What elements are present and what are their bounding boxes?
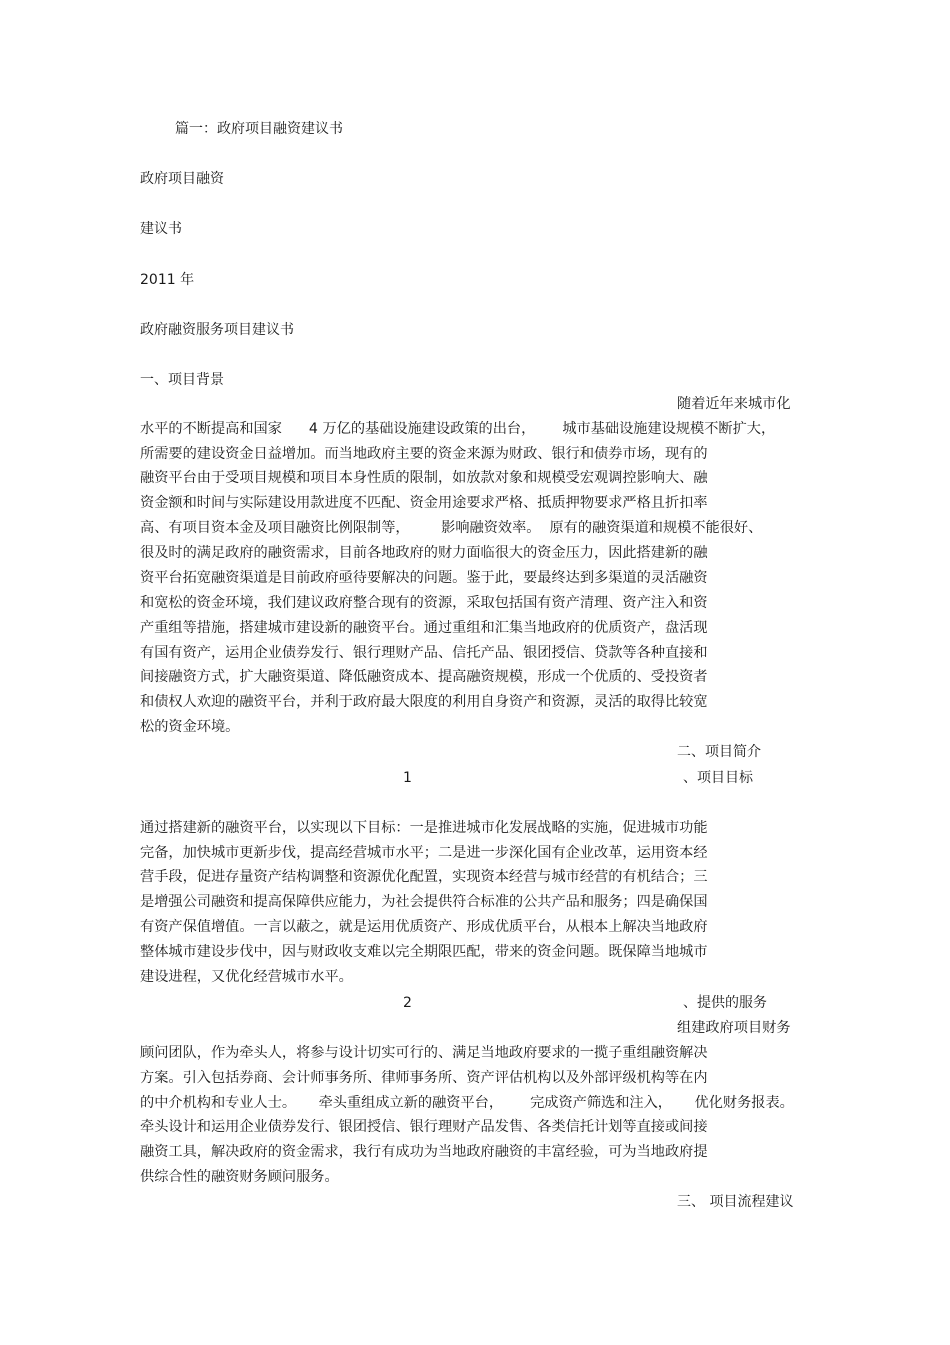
paragraph-line: 方案。引入包括券商、会计师事务所、律师事务所、资产评估机构以及外部评级机构等在内 [140, 1070, 708, 1086]
paragraph-line: 融资工具，解决政府的资金需求，我行有成功为当地政府融资的丰富经验，可为当地政府提 [140, 1144, 708, 1160]
paragraph-line: 通过搭建新的融资平台，以实现以下目标：一是推进城市化发展战略的实施，促进城市功能 [140, 820, 708, 836]
paragraph-line: 组建政府项目财务 [677, 1020, 791, 1036]
paragraph-line: 资金额和时间与实际建设用款进度不匹配、资金用途要求严格、抵质押物要求严格且折扣率 [140, 495, 708, 511]
section-heading-intro: 二、项目简介 [677, 744, 761, 760]
paragraph-line: 和宽松的资金环境，我们建议政府整合现有的资源，采取包括国有资产清理、资产注入和资 [140, 595, 708, 611]
paragraph-line: 有国有资产，运用企业债券发行、银行理财产品、信托产品、银团授信、贷款等各种直接和 [140, 645, 708, 661]
paragraph-line: 融资平台由于受项目规模和项目本身性质的限制，如放款对象和规模受宏观调控影响大、融 [140, 470, 708, 486]
title-line-1: 政府项目融资 [140, 171, 224, 187]
subsection-title-services: 、提供的服务 [683, 995, 767, 1011]
paragraph-line: 是增强公司融资和提高保障供应能力，为社会提供符合标准的公共产品和服务；四是确保国 [140, 894, 708, 910]
paragraph-line: 很及时的满足政府的融资需求，目前各地政府的财力面临很大的资金压力，因此搭建新的融 [140, 545, 708, 561]
paragraph-line: 有资产保值增值。一言以蔽之，就是运用优质资产、形成优质平台，从根本上解决当地政府 [140, 919, 708, 935]
paragraph-line: 牵头设计和运用企业债券发行、银团授信、银行理财产品发售、各类信托计划等直接或间接 [140, 1119, 708, 1135]
paragraph-line: 间接融资方式，扩大融资渠道、降低融资成本、提高融资规模，形成一个优质的、受投资者 [140, 669, 708, 685]
paragraph-line: 整体城市建设步伐中，因与财政收支难以完全期限匹配，带来的资金问题。既保障当地城市 [140, 944, 708, 960]
paragraph-line: 的中介机构和专业人士。 牵头重组成立新的融资平台， 完成资产筛选和注入， 优化财务报表。 [140, 1095, 794, 1111]
paragraph-line: 松的资金环境。 [140, 719, 240, 735]
subsection-title-goals: 、项目目标 [683, 770, 753, 786]
subsection-number: 1 [403, 770, 412, 786]
title-line-3: 政府融资服务项目建议书 [140, 322, 294, 338]
paragraph-line: 所需要的建设资金日益增加。而当地政府主要的资金来源为财政、银行和债券市场，现有的 [140, 446, 708, 462]
paragraph-line: 和债权人欢迎的融资平台，并利于政府最大限度的利用自身资产和资源，灵活的取得比较宽 [140, 694, 708, 710]
paragraph-line: 供综合性的融资财务顾问服务。 [140, 1169, 339, 1185]
paragraph-line: 高、有项目资本金及项目融资比例限制等， 影响融资效率。 原有的融资渠道和规模不能很好、 [140, 520, 763, 536]
year-line: 2011 年 [140, 272, 195, 288]
paragraph-line: 随着近年来城市化 [677, 396, 791, 412]
paragraph-line: 产重组等措施，搭建城市建设新的融资平台。通过重组和汇集当地政府的优质资产，盘活现 [140, 620, 708, 636]
paragraph-line: 建设进程，又优化经营城市水平。 [140, 969, 353, 985]
subsection-number: 2 [403, 995, 412, 1011]
paragraph-line: 顾问团队，作为牵头人，将参与设计切实可行的、满足当地政府要求的一揽子重组融资解决 [140, 1045, 708, 1061]
paragraph-line: 营手段，促进存量资产结构调整和资源优化配置，实现资本经营与城市经营的有机结合；三 [140, 869, 708, 885]
section-heading-background: 一、项目背景 [140, 372, 224, 388]
title-line-2: 建议书 [140, 221, 182, 237]
section-heading-process: 三、 项目流程建议 [677, 1194, 794, 1210]
paragraph-line: 完备，加快城市更新步伐，提高经营城市水平；二是进一步深化国有企业改革，运用资本经 [140, 845, 708, 861]
paragraph-line: 水平的不断提高和国家 4 万亿的基础设施建设政策的出台， 城市基础设施建设规模不断扩大， [140, 421, 776, 437]
paragraph-line: 资平台拓宽融资渠道是目前政府亟待要解决的问题。鉴于此，要最终达到多渠道的灵活融资 [140, 570, 708, 586]
document-heading: 篇一：政府项目融资建议书 [175, 121, 343, 137]
